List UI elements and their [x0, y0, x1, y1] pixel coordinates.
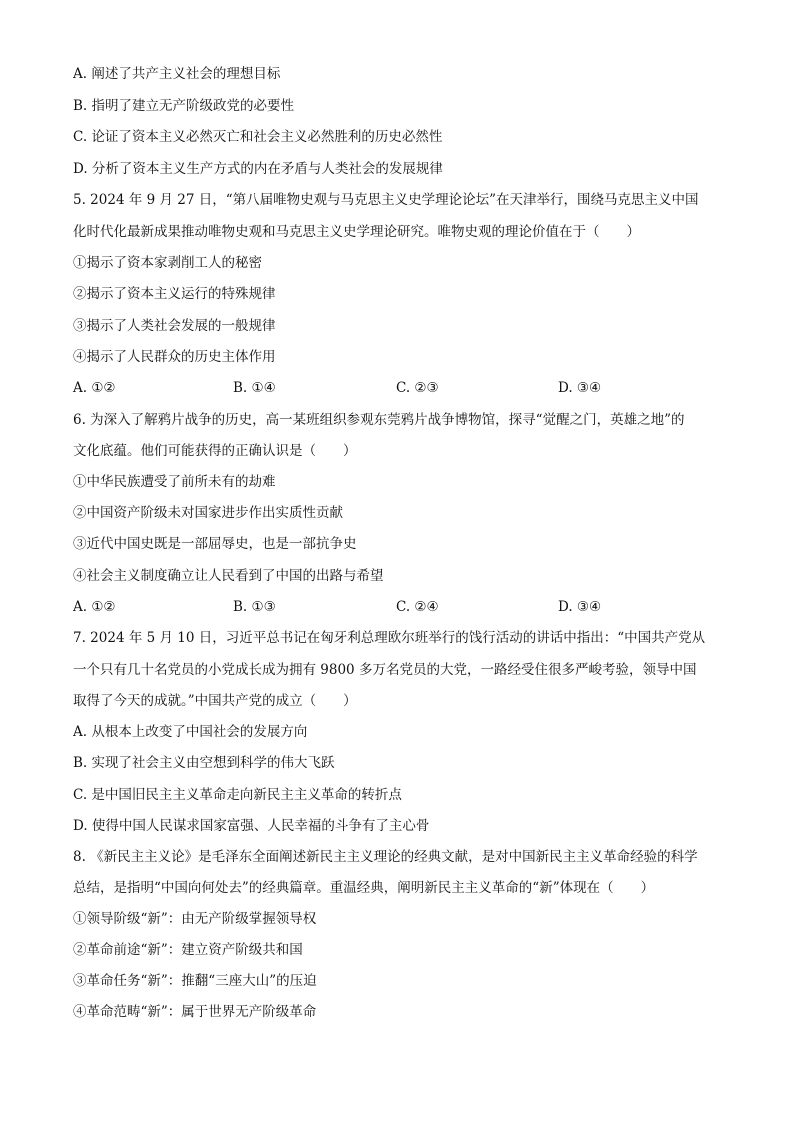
- q6-choice-c: C. ②④: [396, 599, 439, 615]
- q5-stem-line-1: 5. 2024 年 9 月 27 日，“第八届唯物史观与马克思主义史学理论论坛”在天津举行，围绕马克思主义中国: [73, 192, 699, 208]
- q6-stem-line-1: 6. 为深入了解鸦片战争的历史，高一某班组织参观东莞鸦片战争博物馆，探寻“觉醒之门，英雄之地”的: [73, 412, 685, 428]
- q7-option-d: D. 使得中国人民谋求国家富强、人民幸福的斗争有了主心骨: [73, 818, 430, 834]
- q6-item-4: ④社会主义制度确立让人民看到了中国的出路与希望: [73, 568, 384, 584]
- q4-option-b: B. 指明了建立无产阶级政党的必要性: [73, 98, 295, 114]
- q7-stem-line-3: 取得了今天的成就。”中国共产党的成立（ ）: [73, 693, 357, 709]
- q6-stem-line-2: 文化底蕴。他们可能获得的正确认识是（ ）: [73, 443, 357, 459]
- q5-choice-b: B. ①④: [233, 380, 276, 396]
- q5-item-2: ②揭示了资本主义运行的特殊规律: [73, 286, 276, 302]
- q8-item-3: ③革命任务“新”：推翻“三座大山”的压迫: [73, 973, 317, 989]
- q6-item-3: ③近代中国史既是一部屈辱史，也是一部抗争史: [73, 536, 357, 552]
- q4-option-a: A. 阐述了共产主义社会的理想目标: [73, 66, 281, 82]
- q6-choice-b: B. ①③: [233, 599, 276, 615]
- q5-item-1: ①揭示了资本家剥削工人的秘密: [73, 255, 262, 271]
- q6-item-1: ①中华民族遭受了前所未有的劫难: [73, 474, 276, 490]
- q7-stem-line-1: 7. 2024 年 5 月 10 日，习近平总书记在匈牙利总理欧尔班举行的饯行活动的讲话中指出：“中国共产党从: [73, 630, 706, 646]
- q5-choice-c: C. ②③: [396, 380, 439, 396]
- q8-item-2: ②革命前途“新”：建立资产阶级共和国: [73, 942, 303, 958]
- q5-choice-d: D. ③④: [558, 380, 602, 396]
- q4-option-c: C. 论证了资本主义必然灭亡和社会主义必然胜利的历史必然性: [73, 129, 443, 145]
- q5-choices: [73, 378, 733, 398]
- q7-option-a: A. 从根本上改变了中国社会的发展方向: [73, 724, 308, 740]
- q5-item-4: ④揭示了人民群众的历史主体作用: [73, 349, 276, 365]
- q4-option-d: D. 分析了资本主义生产方式的内在矛盾与人类社会的发展规律: [73, 161, 443, 177]
- q8-item-4: ④革命范畴“新”：属于世界无产阶级革命: [73, 1004, 317, 1020]
- q7-option-c: C. 是中国旧民主主义革命走向新民主主义革命的转折点: [73, 787, 402, 803]
- q5-stem-line-2: 化时代化最新成果推动唯物史观和马克思主义史学理论研究。唯物史观的理论价值在于（ ）: [73, 224, 640, 240]
- q7-stem-line-2: 一个只有几十名党员的小党成长成为拥有 9800 多万名党员的大党，一路经受住很多严峻考验，领导中国: [73, 662, 697, 678]
- q8-stem-line-2: 总结，是指明“中国向何处去”的经典篇章。重温经典，阐明新民主主义革命的“新”体现在（ ）: [73, 880, 655, 896]
- q7-option-b: B. 实现了社会主义由空想到科学的伟大飞跃: [73, 755, 335, 771]
- q5-item-3: ③揭示了人类社会发展的一般规律: [73, 318, 276, 334]
- q6-item-2: ②中国资产阶级未对国家进步作出实质性贡献: [73, 505, 343, 521]
- q8-item-1: ①领导阶级“新”：由无产阶级掌握领导权: [73, 911, 317, 927]
- q5-choice-a: A. ①②: [73, 380, 116, 396]
- q8-stem-line-1: 8. 《新民主主义论》是毛泽东全面阐述新民主主义理论的经典文献，是对中国新民主主义革命经验的科学: [73, 849, 698, 865]
- q6-choice-d: D. ③④: [558, 599, 602, 615]
- q6-choices: [73, 597, 733, 617]
- q6-choice-a: A. ①②: [73, 599, 116, 615]
